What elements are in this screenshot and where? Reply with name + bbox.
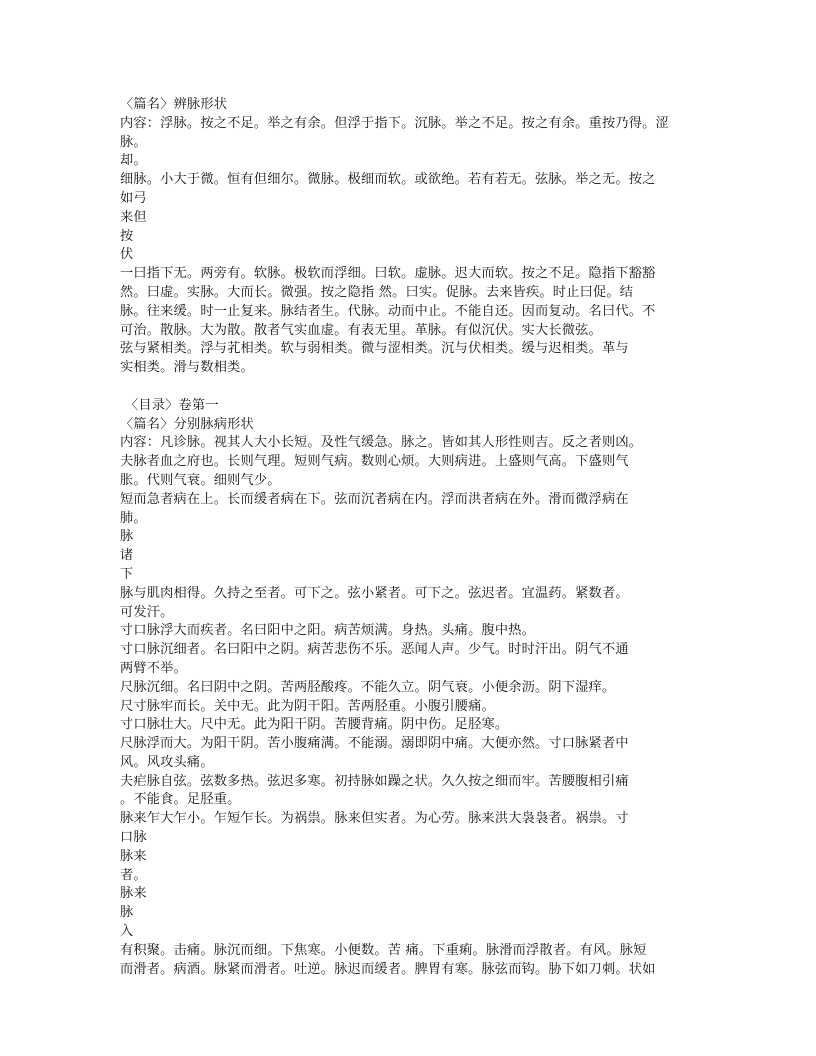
text-line: 实相类。滑与数相类。	[120, 360, 254, 376]
text-line: 却。	[120, 153, 147, 169]
text-line: 寸口脉浮大而疾者。名曰阳中之阳。病苦烦满。身热。头痛。腹中热。	[120, 623, 536, 639]
document-page	[120, 96, 690, 977]
text-line: 口脉	[120, 830, 147, 846]
text-line: 脉来乍大乍小。乍短乍长。为祸祟。脉来但实者。为心劳。脉来洪大袅袅者。祸祟。寸	[120, 811, 629, 827]
text-line: 者。	[120, 867, 147, 883]
text-line: 而滑者。病酒。脉紧而滑者。吐逆。脉迟而缓者。脾胃有寒。脉弦而钩。胁下如刀刺。状如	[120, 961, 656, 977]
text-line: 。不能食。足胫重。	[120, 792, 241, 808]
text-line: 按	[120, 228, 134, 244]
text-line: 尺脉沉细。名曰阴中之阴。苦两胫酸疼。不能久立。阴气衰。小便余沥。阴下湿痒。	[120, 679, 616, 695]
text-line: 弦与紧相类。浮与芤相类。软与弱相类。微与涩相类。沉与伏相类。缓与迟相类。革与	[120, 341, 629, 357]
text-line: 胀。代则气衰。细则气少。	[120, 472, 281, 488]
text-line: 两臂不举。	[120, 660, 187, 676]
text-line: 入	[120, 924, 134, 940]
blank-line	[120, 378, 690, 397]
text-line: 脉来	[120, 886, 147, 902]
text-line: 脉	[120, 905, 134, 921]
text-line: 短而急者病在上。长而缓者病在下。弦而沉者病在内。浮而洪者病在外。滑而微浮病在	[120, 491, 629, 507]
text-line: 脉	[120, 529, 134, 545]
text-line: 脉。	[120, 134, 147, 150]
text-line: 伏	[120, 247, 134, 263]
section-heading: 〈篇名〉分别脉病形状	[120, 416, 254, 432]
text-line: 一曰指下无。两旁有。软脉。极软而浮细。曰软。虚脉。迟大而软。按之不足。隐指下豁豁	[120, 266, 656, 282]
text-line: 脉来	[120, 848, 147, 864]
text-line: 有积聚。击痛。脉沉而细。下焦寒。小便数。苦 痛。下重痢。脉滑而浮散者。有风。脉短	[120, 942, 647, 958]
text-line: 然。曰虚。实脉。大而长。微强。按之隐指 然。曰实。促脉。去来皆疾。时止曰促。结	[120, 284, 634, 300]
text-line: 夫脉者血之府也。长则气理。短则气病。数则心烦。大则病进。上盛则气高。下盛则气	[120, 454, 629, 470]
text-line: 内容：凡诊脉。视其人大小长短。及性气缓急。脉之。皆如其人形性则吉。反之者则凶。	[120, 435, 643, 451]
text-line: 诸	[120, 548, 134, 564]
text-line: 肺。	[120, 510, 147, 526]
text-line: 可发汗。	[120, 604, 174, 620]
text-line: 脉与肌肉相得。久持之至者。可下之。弦小紧者。可下之。弦迟者。宜温药。紧数者。	[120, 585, 629, 601]
section-heading: 〈篇名〉辨脉形状	[120, 97, 228, 112]
text-line: 寸口脉壮大。尺中无。此为阳干阴。苦腰背痛。阴中伤。足胫寒。	[120, 717, 509, 733]
text-line: 风。风攻头痛。	[120, 754, 214, 770]
text-line: 尺脉浮而大。为阳干阴。苦小腹痛满。不能溺。溺即阴中痛。大便亦然。寸口脉紧者中	[120, 736, 629, 752]
text-line: 尺寸脉牢而长。关中无。此为阴干阳。苦两胫重。小腹引腰痛。	[120, 698, 495, 714]
text-line: 内容：浮脉。按之不足。举之有余。但浮于指下。沉脉。举之不足。按之有余。重按乃得。涩	[120, 115, 669, 131]
text-line: 细脉。小大于微。恒有但细尔。微脉。极细而软。或欲绝。若有若无。弦脉。举之无。按之	[120, 172, 656, 188]
text-line: 下	[120, 566, 134, 582]
text-line: 来但	[120, 209, 147, 225]
text-line: 夫疟脉自弦。弦数多热。弦迟多寒。初持脉如躁之状。久久按之细而牢。苦腰腹相引痛	[120, 773, 629, 789]
toc-heading: 〈目录〉卷第一	[125, 397, 219, 413]
text-line: 可治。散脉。大为散。散者气实血虚。有表无里。革脉。有似沉伏。实大长微弦。	[120, 322, 602, 338]
text-line: 如弓	[120, 190, 147, 206]
text-line: 寸口脉沉细者。名曰阳中之阴。病苦悲伤不乐。恶闻人声。少气。时时汗出。阴气不通	[120, 642, 629, 658]
text-line: 脉。往来缓。时一止复来。脉结者生。代脉。动而中止。不能自还。因而复动。名曰代。不	[120, 303, 656, 319]
